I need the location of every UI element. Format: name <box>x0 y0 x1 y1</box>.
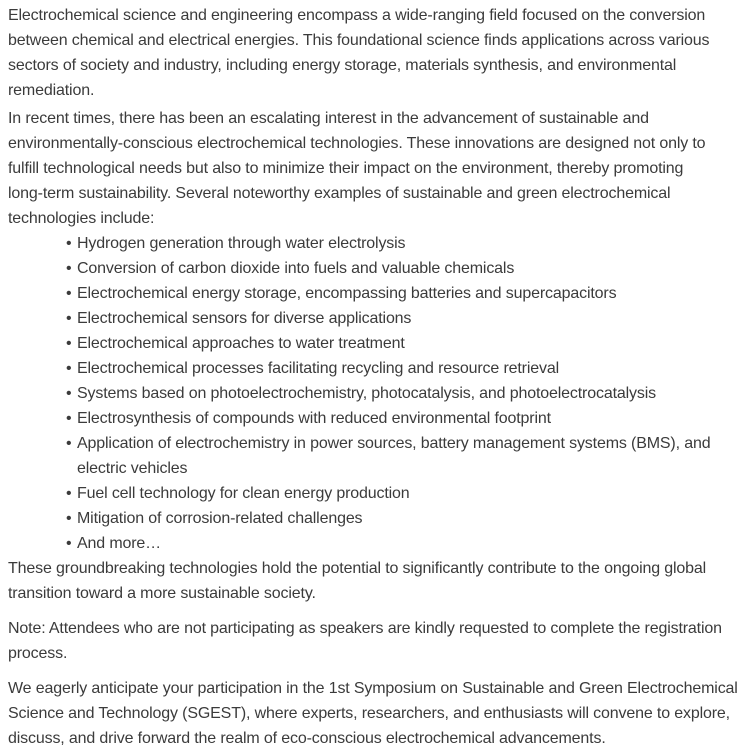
document-body <box>8 3 742 750</box>
list-item <box>66 531 742 556</box>
text-line: fulfill technological needs but also to minimize their impact on the environment, thereby promoting <box>8 160 684 177</box>
bullet-icon: • <box>66 435 72 452</box>
list-item <box>66 231 742 256</box>
text-line: Science and Technology (SGEST), where experts, researchers, and enthusiasts will convene to explore, <box>8 705 730 722</box>
list-item <box>66 281 742 306</box>
list-item-line: • Electrosynthesis of compounds with reduced environmental footprint <box>77 406 742 431</box>
list-item-line: • Electrochemical sensors for diverse applications <box>77 306 742 331</box>
paragraph-registration-note <box>8 616 742 666</box>
list-item-line: • Hydrogen generation through water electrolysis <box>77 231 742 256</box>
list-item-line: • Conversion of carbon dioxide into fuels and valuable chemicals <box>77 256 742 281</box>
list-item-line: • Mitigation of corrosion-related challenges <box>77 506 742 531</box>
text-line: environmentally-conscious electrochemical technologies. These innovations are designed not only to <box>8 135 706 152</box>
list-item-line: • Fuel cell technology for clean energy production <box>77 481 742 506</box>
text-line: discuss, and drive forward the realm of eco-conscious electrochemical advancements. <box>8 730 606 747</box>
list-item <box>66 406 742 431</box>
list-item <box>66 506 742 531</box>
text-line: In recent times, there has been an escalating interest in the advancement of sustainable and <box>8 110 649 127</box>
list-item-line: • Electrochemical energy storage, encompassing batteries and supercapacitors <box>77 281 742 306</box>
text-line: technologies include: <box>8 210 155 227</box>
bullet-icon: • <box>66 410 72 427</box>
list-item-line: • Application of electrochemistry in power sources, battery management systems (BMS), and <box>77 431 742 456</box>
text-line: process. <box>8 645 68 662</box>
list-item-line: • Systems based on photoelectrochemistry, photocatalysis, and photoelectrocatalysis <box>77 381 742 406</box>
text-line: Note: Attendees who are not participating as speakers are kindly requested to complete the registration <box>8 620 722 637</box>
bullet-icon: • <box>66 485 72 502</box>
bullet-icon: • <box>66 310 72 327</box>
list-item <box>66 256 742 281</box>
text-line: We eagerly anticipate your participation in the 1st Symposium on Sustainable and Green Electrochemical <box>8 680 738 697</box>
paragraph-intro <box>8 3 742 103</box>
bullet-icon: • <box>66 535 72 552</box>
text-line: Electrochemical science and engineering encompass a wide-ranging field focused on the conversion <box>8 7 706 24</box>
text-line: remediation. <box>8 82 95 99</box>
bullet-icon: • <box>66 385 72 402</box>
list-item <box>66 431 742 481</box>
bullet-icon: • <box>66 235 72 252</box>
bullet-icon: • <box>66 285 72 302</box>
paragraph-sustainable-interest <box>8 106 742 231</box>
list-item-line: • And more… <box>77 531 742 556</box>
paragraph-closing <box>8 676 742 750</box>
text-line: between chemical and electrical energies. This foundational science finds applications across various <box>8 32 710 49</box>
text-line: sectors of society and industry, including energy storage, materials synthesis, and environmental <box>8 57 677 74</box>
list-item-line: • Electrochemical approaches to water treatment <box>77 331 742 356</box>
bullet-icon: • <box>66 260 72 277</box>
list-item-continuation-line: electric vehicles <box>77 460 188 477</box>
list-item <box>66 381 742 406</box>
bullet-icon: • <box>66 510 72 527</box>
bullet-icon: • <box>66 360 72 377</box>
bullet-icon: • <box>66 335 72 352</box>
list-item <box>66 356 742 381</box>
list-item <box>66 331 742 356</box>
text-line: long-term sustainability. Several noteworthy examples of sustainable and green electrochemical <box>8 185 671 202</box>
text-line: These groundbreaking technologies hold the potential to significantly contribute to the ongoing global <box>8 560 707 577</box>
list-item-line: • Electrochemical processes facilitating recycling and resource retrieval <box>77 356 742 381</box>
text-line: transition toward a more sustainable society. <box>8 585 316 602</box>
paragraph-impact <box>8 556 742 606</box>
list-item <box>66 481 742 506</box>
list-item <box>66 306 742 331</box>
list-technologies-list <box>8 231 742 556</box>
